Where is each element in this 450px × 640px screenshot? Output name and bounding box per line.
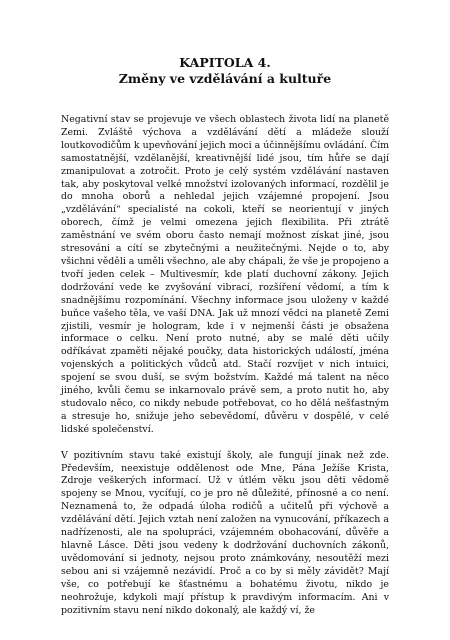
body-paragraph: V pozitivním stavu také existují školy, ale fungují jinak než zde. Především, neexistuje oddělenost ode Mne, Pána Ježíše Krista, Zdroje veškerých informací. Už v útlém věku jsou děti vědomě spojeny se Mnou, vycíťují, co je pro ně důležité, přínosné a co není. Neznamená to, že odpadá úloha rodičů a učitelů při výchově a vzdělávání dětí. Jejich vztah není založen na vynucování, příkazech a nadřízenosti, ale na spolupráci, vzájemném obohacování, důvěře a hlavně Lásce. Děti jsou vedeny k dodržování duchovních zákonů, uvědomování si jednoty, nejsou proto známkovány, nesoutěží mezi sebou ani si vzájemně nezávidí. Proč a co by si měly závidět? Mají vše, co potřebují ke šťastnému a bohatému životu, nikdo je neohrožuje, kdykoli mají přístup k pravdivým informacím. Ani v pozitivním stavu není nikdo dokonalý, ale každý ví, že (61, 449, 389, 616)
chapter-label: KAPITOLA 4. (179, 55, 271, 70)
chapter-title: Změny ve vzdělávání a kultuře (118, 71, 332, 86)
chapter-heading (61, 55, 389, 87)
body-paragraph: Negativní stav se projevuje ve všech oblastech života lidí na planetě Zemi. Zvláště výchova a vzdělávání dětí a mládeže slouží loutkovodičům k upevňování jejich moci a účinnějšímu ovládání. Čím samostatnější, vzdělanější, kreativnější lidé jsou, tím hůře se dají zmanipulovat a zotročit. Proto je celý systém vzdělávání nastaven tak, aby poskytoval velké množství izolovaných informací, rozdělil je do mnoha oborů a nehledal jejich vzájemné propojení. Jsou „vzdělávání“ specialisté na cokoli, kteří se neorientují v jiných oborech, čímž je velmi omezena jejich flexibilita. Při ztrátě zaměstnání ve svém oboru často nemají možnost získat jiné, jsou stresováni a cítí se zbytečnými a neužitečnými. Nejde o to, aby všichni věděli a uměli všechno, ale aby chápali, že vše je propojeno a tvoří jeden celek – Multivesmír, kde platí duchovní zákony. Jejich dodržování vede ke zvyšování vibrací, rozšíření vědomí, a tím k snadnějšímu rozpomínání. Všechny informace jsou uloženy v každé buňce vašeho těla, ve vaší DNA. Jak už mnozí vědci na planetě Zemi zjistili, vesmír je hologram, kde i v nejmenší části je obsažena informace o celku. Není proto nutné, aby se malé děti učily odříkávat zpaměti nějaké poučky, data historických událostí, jména vojenských a politických vůdců atd. Stačí rozvíjet v nich intuici, spojení se svou duší, se svým božstvím. Každé má talent na něco jiného, kvůli čemu se inkarnovalo právě sem, a proto nutit ho, aby studovalo něco, co nikdy nebude potřebovat, co ho dělá nešťastným a stresuje ho, snižuje jeho sebevědomí, důvěru v dospělé, v celé lidské společenství. (61, 114, 389, 435)
